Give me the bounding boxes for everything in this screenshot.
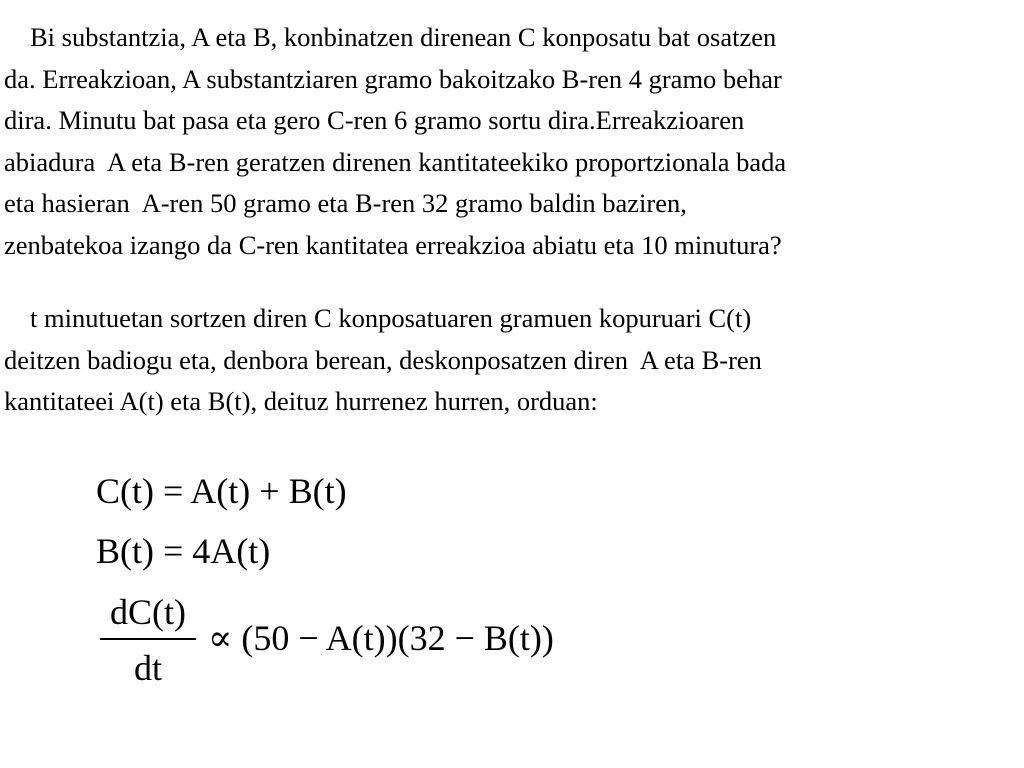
definition-line-2: deitzen badiogu eta, denbora berean, deskonposatzen diren A eta B-ren: [4, 344, 762, 375]
equation-b-ratio: B(t) = 4A(t): [96, 531, 271, 571]
problem-line-3: dira. Minutu bat pasa eta gero C-ren 6 gramo sortu dira.Erreakzioaren: [4, 105, 745, 135]
problem-line-2: da. Erreakzioan, A substantziaren gramo bakoitzako B-ren 4 gramo behar: [4, 63, 782, 94]
derivative-fraction: [100, 590, 196, 690]
proportional-rhs: ∝ (50 − A(t))(32 − B(t)): [208, 618, 554, 658]
definition-paragraph: [4, 298, 1020, 423]
problem-line-5: eta hasieran A-ren 50 gramo eta B-ren 32 gramo baldin baziren,: [4, 188, 687, 218]
definition-line-3: kantitateei A(t) eta B(t), deituz hurrenez hurren, orduan:: [4, 386, 598, 416]
fraction-denominator: dt: [133, 648, 162, 688]
equation-c-sum: C(t) = A(t) + B(t): [96, 471, 347, 511]
problem-line-6: zenbatekoa izango da C-ren kantitatea erreakzioa abiatu eta 10 minutura?: [4, 229, 782, 260]
problem-statement: [4, 17, 1020, 266]
equation-rate: [100, 590, 620, 700]
definition-line-1: t minutuetan sortzen diren C konposatuaren gramuen kopuruari C(t): [30, 303, 752, 333]
fraction-bar: [100, 638, 196, 640]
fraction-numerator: dC(t): [110, 592, 186, 632]
problem-line-1: Bi substantzia, A eta B, konbinatzen direnean C konposatu bat osatzen: [30, 22, 777, 52]
problem-line-4: abiadura A eta B-ren geratzen direnen kantitateekiko proportzionala bada: [4, 146, 787, 177]
